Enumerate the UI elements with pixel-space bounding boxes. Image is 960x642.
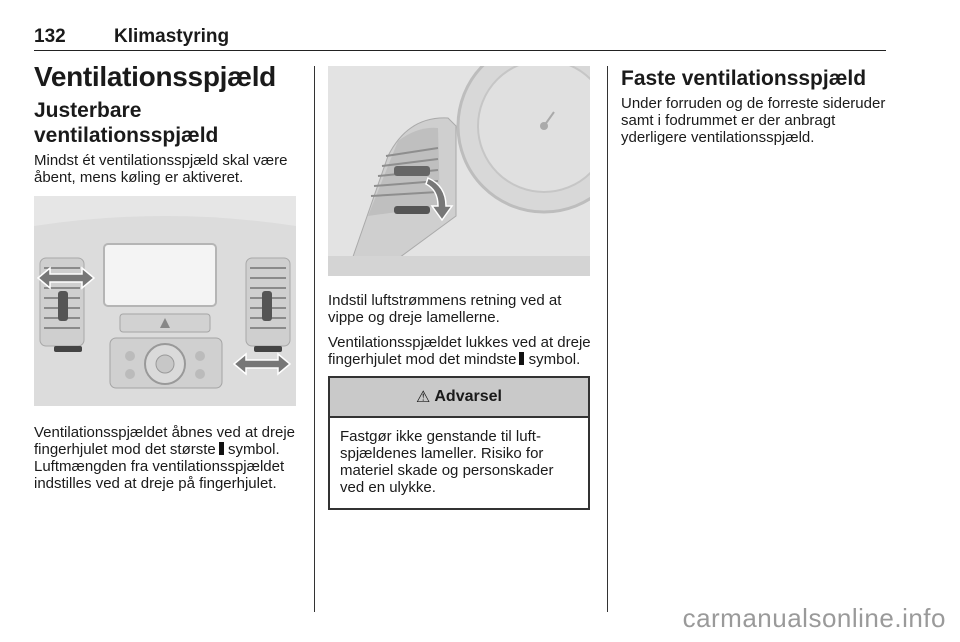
section-title: Klimastyring — [114, 26, 230, 47]
intro-paragraph: Mindst ét ventilationsspjæld skal være åbent, mens køling er aktiveret. — [34, 152, 288, 186]
column-middle — [328, 60, 592, 510]
warning-triangle-icon: ⚠ — [416, 389, 431, 406]
dashboard-vents-illustration — [34, 196, 296, 406]
column-left — [34, 60, 302, 500]
warning-box — [328, 376, 590, 510]
subheading-line1: Justerbare — [34, 99, 142, 122]
warning-text: Fastgør ikke genstande til luftspjældenes lameller. Risiko for materiel skade og personskader ved en ulykke. — [340, 428, 554, 496]
warning-title: Advarsel — [434, 388, 502, 405]
column-right — [621, 60, 889, 154]
page-number: 132 — [34, 26, 66, 47]
subheading — [34, 98, 302, 148]
opening-paragraph — [34, 424, 302, 492]
warning-header — [330, 378, 588, 418]
vent-adjust-drawing — [328, 66, 590, 276]
closing-paragraph-text1: Ventilationsspjældet lukkes ved at dreje fingerhjulet mod det mindste — [328, 334, 591, 368]
closing-paragraph — [328, 334, 592, 368]
main-heading: Ventilationsspjæld — [34, 61, 276, 92]
header-rule — [34, 50, 886, 51]
closing-paragraph-text2: symbol. — [528, 351, 581, 368]
large-symbol-icon — [219, 442, 224, 455]
subheading-line2: ventilationsspjæld — [34, 124, 219, 147]
vent-adjust-illustration — [328, 66, 590, 276]
dashboard-vents-drawing — [34, 196, 296, 406]
small-symbol-icon — [519, 352, 524, 365]
opening-paragraph-text2: symbol. Luftmængden fra ventilationsspjældet indstilles ved at dreje på fingerhjulet. — [34, 441, 285, 492]
direction-paragraph: Indstil luftstrømmens retning ved at vippe og dreje lamellerne. — [328, 292, 562, 326]
warning-body — [330, 418, 588, 508]
page-header — [34, 22, 886, 50]
fixed-vents-heading: Faste ventilationsspjæld — [621, 67, 867, 90]
fixed-vents-paragraph: Under forruden og de forreste sideruder samt i fodrummet er der anbragt yderligere ventilationsspjæld. — [621, 95, 886, 146]
column-divider — [607, 66, 608, 612]
column-divider — [314, 66, 315, 612]
opening-paragraph-text1: Ventilationsspjældet åbnes ved at dreje fingerhjulet mod det største — [34, 424, 296, 458]
watermark: carmanualsonline.info — [682, 603, 946, 633]
